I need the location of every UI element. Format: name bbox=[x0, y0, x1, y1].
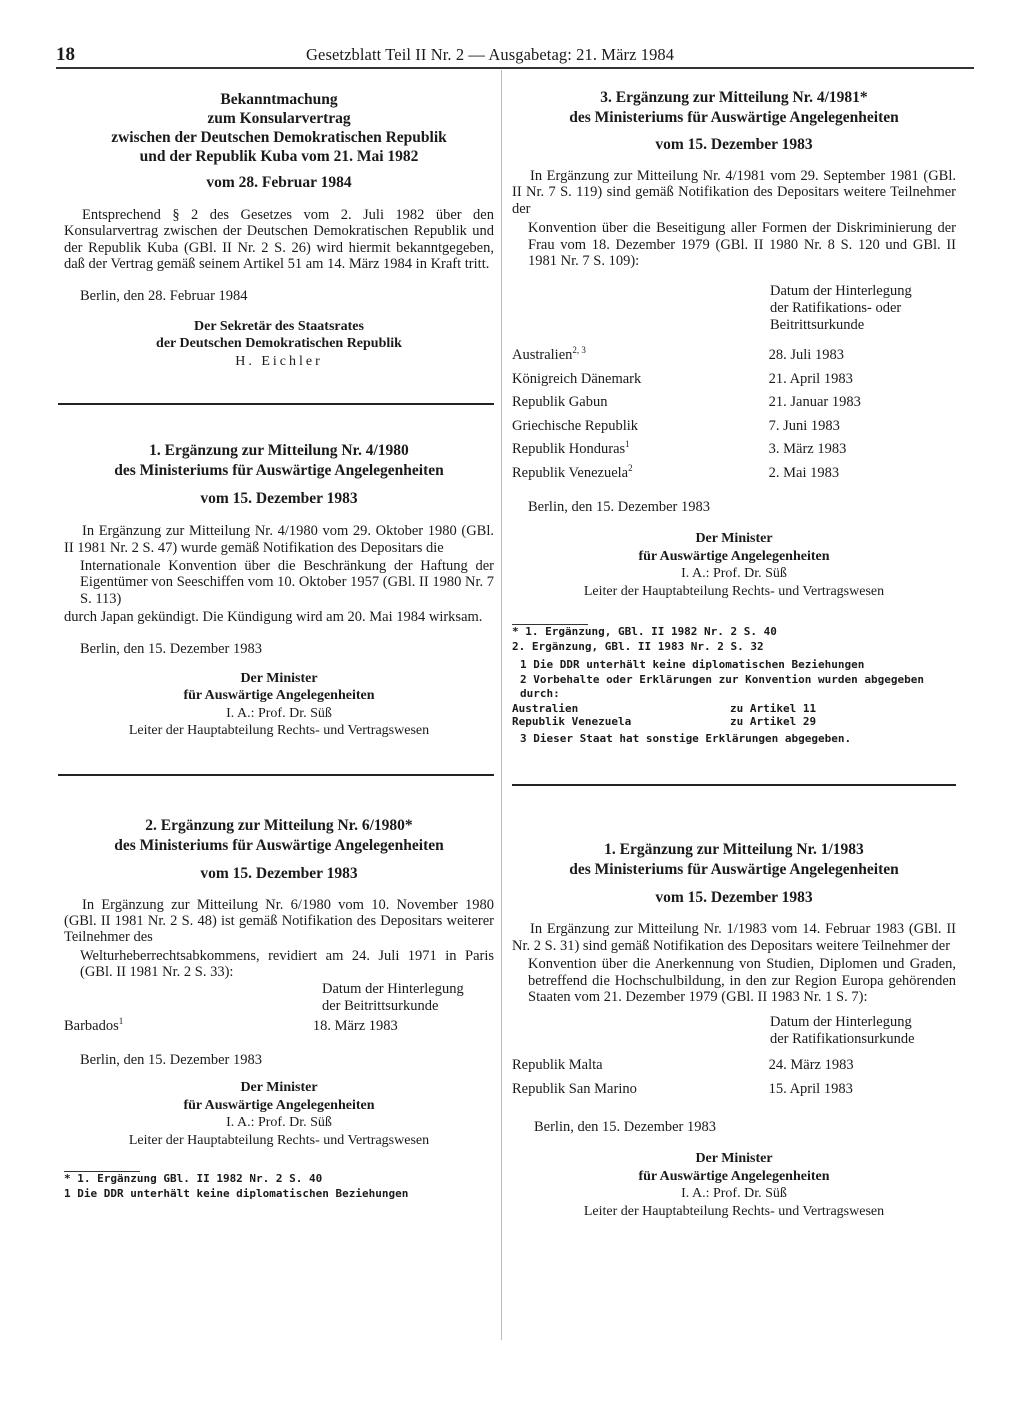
body-paragraph: In Ergänzung zur Mitteilung Nr. 6/1980 vom 10. November 1980 (GBl. II 1981 Nr. 2 S. 48) ist gemäß Notifikation des Depositars weiterer Teilnehmer des bbox=[64, 896, 494, 946]
place-date: Berlin, den 15. Dezember 1983 bbox=[80, 1052, 263, 1069]
state-name: Griechische Republik bbox=[512, 417, 639, 434]
convention-title: Internationale Konvention über die Beschränkung der Haftung der Eigentümer von Seeschiffen vom 10. Oktober 1957 (GBl. II 1980 Nr. 7 S. 113) bbox=[80, 557, 494, 607]
deposit-table bbox=[512, 1054, 956, 1101]
footnote-article: zu Artikel 11 bbox=[730, 701, 817, 715]
column-header-line: Beitrittsurkunde bbox=[770, 317, 865, 334]
state-name: Republik San Marino bbox=[512, 1080, 637, 1097]
signatory-title: für Auswärtige Angelegenheiten bbox=[638, 548, 830, 564]
signatory-title: der Deutschen Demokratischen Republik bbox=[156, 336, 402, 352]
footnote-article: zu Artikel 29 bbox=[730, 714, 817, 728]
deposit-date: 18. März 1983 bbox=[312, 1017, 398, 1034]
section-title: 1. Ergänzung zur Mitteilung Nr. 4/1980 bbox=[149, 442, 409, 460]
signatory-title: für Auswärtige Angelegenheiten bbox=[638, 1168, 830, 1184]
convention-title: Konvention über die Anerkennung von Studien, Diplomen und Graden, betreffend die Hochschulbildung, in den zur Region Europa gehörenden Staaten vom 21. Dezember 1979 (GBl. II 1983 Nr. 1 S. 7): bbox=[528, 956, 956, 1006]
deposit-date: 28. Juli 1983 bbox=[768, 347, 844, 364]
state-cell bbox=[512, 391, 761, 415]
table-column-header bbox=[512, 283, 956, 334]
column-header-line: der Beitrittsurkunde bbox=[322, 997, 439, 1014]
footnote: 1 Die DDR unterhält keine diplomatischen Beziehungen bbox=[64, 1186, 409, 1200]
signature-block bbox=[512, 1150, 956, 1220]
deposit-date: 21. April 1983 bbox=[768, 370, 853, 387]
footnote: 3 Dieser Staat hat sonstige Erklärungen abgegeben. bbox=[520, 731, 852, 745]
notice-supplement-1-1983 bbox=[512, 840, 956, 1220]
footnote: * 1. Ergänzung GBl. II 1982 Nr. 2 S. 40 bbox=[64, 1172, 323, 1186]
signature-block bbox=[64, 318, 494, 371]
section-date: vom 28. Februar 1984 bbox=[206, 174, 352, 191]
table-row bbox=[512, 438, 956, 462]
body-paragraph: Entsprechend § 2 des Gesetzes vom 2. Juli 1982 über den Konsularvertrag zwischen der Deutschen Demokratischen Republik und der Republik Kuba (GBl. II Nr. 2 S. 26) wird hiermit bekanntgegeben, daß der Vertrag gemäß seinem Artikel 51 am 14. März 1984 in Kraft tritt. bbox=[64, 207, 494, 273]
deposit-date: 15. April 1983 bbox=[768, 1080, 853, 1097]
footnote: 2 Vorbehalte oder Erklärungen zur Konvention wurden abgegeben durch: bbox=[520, 672, 924, 701]
signatory-title: Der Minister bbox=[240, 670, 318, 686]
place-date: Berlin, den 15. Dezember 1983 bbox=[528, 499, 711, 516]
column-separator bbox=[501, 70, 502, 1340]
state-name: Republik Gabun bbox=[512, 394, 608, 411]
section-title: Bekanntmachung bbox=[220, 91, 338, 108]
right-column bbox=[512, 84, 956, 1220]
signature-block bbox=[512, 530, 956, 600]
table-row bbox=[512, 1054, 956, 1078]
place-date: Berlin, den 15. Dezember 1983 bbox=[534, 1119, 717, 1136]
state-cell bbox=[512, 438, 761, 462]
column-header-line: Datum der Hinterlegung bbox=[770, 1014, 912, 1031]
body-paragraph: In Ergänzung zur Mitteilung Nr. 1/1983 vom 14. Februar 1983 (GBl. II Nr. 2 S. 31) sind gemäß Notifikation des Depositars weitere Teilnehmer der bbox=[512, 921, 956, 954]
deposit-date: 2. Mai 1983 bbox=[768, 464, 840, 481]
notice-supplement-4-1981 bbox=[512, 88, 956, 746]
state-cell bbox=[512, 1078, 761, 1102]
table-row bbox=[512, 1078, 956, 1102]
signatory-office: Leiter der Hauptabteilung Rechts- und Vertragswesen bbox=[128, 723, 430, 739]
footnote: * 1. Ergänzung, GBl. II 1982 Nr. 2 S. 40 bbox=[512, 625, 777, 639]
signatory-office: Leiter der Hauptabteilung Rechts- und Vertragswesen bbox=[128, 1132, 430, 1148]
body-paragraph: In Ergänzung zur Mitteilung Nr. 4/1981 vom 29. September 1981 (GBl. II Nr. 7 S. 119) sind gemäß Notifikation des Depositars weitere Teilnehmer der bbox=[512, 168, 956, 217]
footnote-marker: 2, 3 bbox=[572, 345, 586, 356]
signatory-title: für Auswärtige Angelegenheiten bbox=[183, 1097, 375, 1113]
state-name: Königreich Dänemark bbox=[512, 370, 642, 387]
table-row bbox=[512, 391, 956, 415]
running-title: Gesetzblatt Teil II Nr. 2 — Ausgabetag: 21. März 1984 bbox=[306, 45, 675, 64]
deposit-table bbox=[64, 1015, 494, 1039]
column-header-line: der Ratifikationsurkunde bbox=[770, 1031, 915, 1048]
section-date: vom 15. Dezember 1983 bbox=[655, 136, 813, 153]
deposit-date: 24. März 1983 bbox=[768, 1057, 854, 1074]
table-column-header bbox=[64, 981, 494, 1015]
section-title: des Ministeriums für Auswärtige Angelegenheiten bbox=[569, 861, 899, 879]
state-name: Republik Honduras bbox=[512, 441, 626, 458]
signatory-title: Der Minister bbox=[695, 531, 773, 547]
section-title: des Ministeriums für Auswärtige Angelegenheiten bbox=[569, 109, 899, 126]
footnote-state: Republik Venezuela bbox=[512, 714, 632, 728]
footnote-row bbox=[512, 702, 816, 715]
signatory-title: für Auswärtige Angelegenheiten bbox=[183, 688, 375, 704]
signatory-name: H. Eichler bbox=[235, 353, 323, 369]
body-paragraph: In Ergänzung zur Mitteilung Nr. 4/1980 vom 29. Oktober 1980 (GBl. II 1981 Nr. 2 S. 47) wurde gemäß Notifikation des Depositars die bbox=[64, 523, 494, 556]
signatory-title: Der Minister bbox=[695, 1151, 773, 1167]
body-paragraph: durch Japan gekündigt. Die Kündigung wird am 20. Mai 1984 wirksam. bbox=[64, 609, 483, 626]
state-cell bbox=[512, 415, 761, 439]
section-separator bbox=[512, 784, 956, 786]
footnote-marker: 1 bbox=[625, 439, 630, 450]
section-title: des Ministeriums für Auswärtige Angelegenheiten bbox=[114, 836, 444, 854]
deposit-table bbox=[512, 344, 956, 485]
section-date: vom 15. Dezember 1983 bbox=[200, 864, 358, 882]
table-row bbox=[64, 1015, 494, 1039]
footnote: 2. Ergänzung, GBl. II 1983 Nr. 2 S. 32 bbox=[512, 639, 764, 653]
convention-title: Welturheberrechtsabkommens, revidiert am 24. Juli 1971 in Paris (GBl. II 1981 Nr. 2 S. 33): bbox=[80, 947, 494, 981]
section-separator bbox=[58, 774, 494, 776]
footnote-state: Australien bbox=[512, 701, 579, 715]
signature-block bbox=[64, 670, 494, 740]
state-name: Republik Malta bbox=[512, 1057, 603, 1074]
column-header-line: Datum der Hinterlegung bbox=[770, 283, 912, 300]
notice-supplement-4-1980 bbox=[58, 441, 494, 739]
deposit-date: 21. Januar 1983 bbox=[768, 394, 861, 411]
signatory-name: I. A.: Prof. Dr. Süß bbox=[226, 1115, 332, 1131]
footnote-marker: 1 bbox=[118, 1015, 124, 1026]
signatory-office: Leiter der Hauptabteilung Rechts- und Vertragswesen bbox=[583, 583, 885, 599]
signatory-office: Leiter der Hauptabteilung Rechts- und Vertragswesen bbox=[583, 1203, 885, 1219]
convention-title: Konvention über die Beseitigung aller Formen der Diskriminierung der Frau vom 18. Dezember 1979 (GBl. II 1980 Nr. 8 S. 120 und GBl. II 1981 Nr. 7 S. 109): bbox=[528, 220, 956, 270]
section-separator bbox=[58, 403, 494, 405]
signatory-name: I. A.: Prof. Dr. Süß bbox=[226, 705, 332, 721]
table-row bbox=[512, 415, 956, 439]
state-name: Republik Venezuela bbox=[512, 464, 629, 481]
deposit-date: 3. März 1983 bbox=[768, 441, 847, 458]
footnote: 1 Die DDR unterhält keine diplomatischen Beziehungen bbox=[520, 658, 865, 672]
table-column-header bbox=[512, 1014, 956, 1048]
header-rule bbox=[56, 67, 974, 69]
state-cell bbox=[512, 368, 761, 392]
signatory-name: I. A.: Prof. Dr. Süß bbox=[681, 1186, 787, 1202]
place-date: Berlin, den 15. Dezember 1983 bbox=[80, 640, 263, 657]
footnote-marker: 2 bbox=[628, 463, 633, 474]
left-column bbox=[58, 84, 494, 1201]
section-title: des Ministeriums für Auswärtige Angelegenheiten bbox=[114, 462, 444, 480]
section-title: 3. Ergänzung zur Mitteilung Nr. 4/1981* bbox=[600, 89, 868, 106]
place-date: Berlin, den 28. Februar 1984 bbox=[80, 287, 248, 304]
state-name: Australien bbox=[512, 347, 573, 364]
signatory-title: Der Minister bbox=[240, 1080, 318, 1096]
section-title: 1. Ergänzung zur Mitteilung Nr. 1/1983 bbox=[604, 841, 864, 859]
table-row bbox=[512, 368, 956, 392]
state-cell bbox=[64, 1015, 305, 1039]
signatory-name: I. A.: Prof. Dr. Süß bbox=[681, 566, 787, 582]
footnote-table bbox=[512, 702, 816, 728]
section-date: vom 15. Dezember 1983 bbox=[200, 490, 358, 508]
section-title: zwischen der Deutschen Demokratischen Republik bbox=[111, 129, 447, 146]
section-title: zum Konsularvertrag bbox=[207, 110, 351, 127]
deposit-date: 7. Juni 1983 bbox=[768, 417, 840, 434]
signatory-title: Der Sekretär des Staatsrates bbox=[194, 318, 364, 334]
table-row bbox=[512, 462, 956, 486]
column-header-line: Datum der Hinterlegung bbox=[322, 980, 464, 997]
state-cell bbox=[512, 462, 761, 486]
signature-block bbox=[64, 1079, 494, 1149]
table-row bbox=[512, 344, 956, 368]
notice-consular-treaty bbox=[58, 90, 494, 370]
footnote-row bbox=[512, 715, 816, 728]
section-date: vom 15. Dezember 1983 bbox=[655, 889, 813, 907]
section-title: 2. Ergänzung zur Mitteilung Nr. 6/1980* bbox=[145, 816, 413, 834]
state-name: Barbados bbox=[64, 1017, 119, 1034]
section-title: und der Republik Kuba vom 21. Mai 1982 bbox=[139, 148, 419, 165]
page-number: 18 bbox=[56, 44, 75, 65]
notice-supplement-6-1980 bbox=[58, 816, 494, 1202]
state-cell bbox=[512, 1054, 761, 1078]
state-cell bbox=[512, 344, 761, 368]
column-header-line: der Ratifikations- oder bbox=[770, 300, 902, 317]
